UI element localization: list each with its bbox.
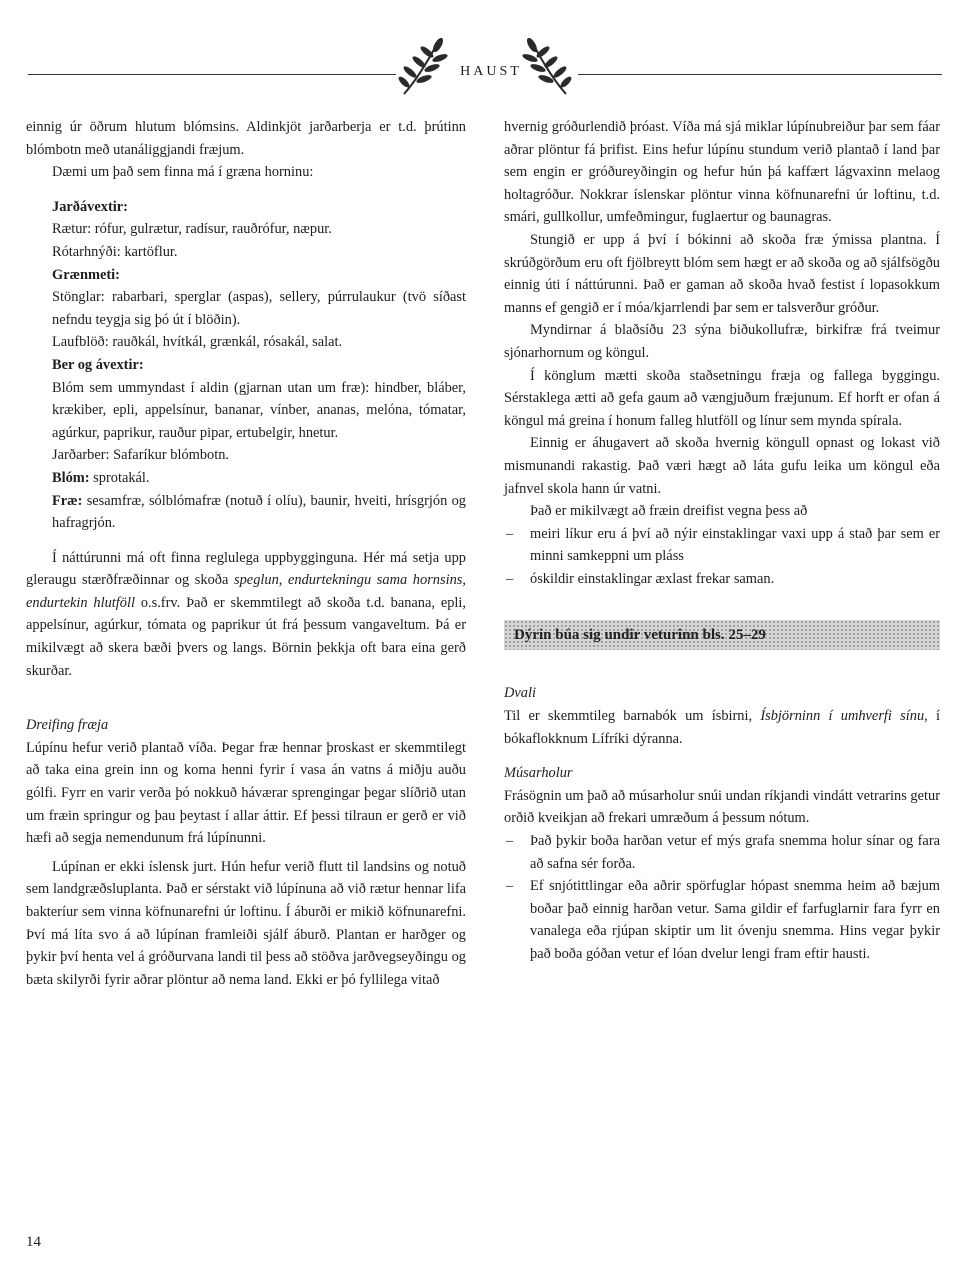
text-run: Til er skemmtileg barnabók um ísbirni, xyxy=(504,708,761,725)
chapter-banner: Dýrin búa sig undir veturinn bls. 25–29 xyxy=(504,620,940,650)
text-run: , í bókaflokknum Lífríki dýranna. xyxy=(504,708,940,747)
paragraph xyxy=(26,218,466,241)
paragraph xyxy=(504,785,940,830)
text-run: Jarðávextir: xyxy=(52,198,128,215)
paragraph xyxy=(504,229,940,319)
text-run: Grænmeti: xyxy=(52,266,120,283)
paragraph xyxy=(26,547,466,683)
text-run: Í náttúrunni má oft finna reglulega uppbygginguna. Hér má setja upp gleraugu stærðfræðinnar og skoða xyxy=(26,549,466,589)
right-column-bottom xyxy=(504,682,940,965)
text-run: Dæmi um það sem finna má í græna horninu: xyxy=(52,164,314,181)
text-run: Fræ: xyxy=(52,492,83,509)
paragraph xyxy=(26,467,466,490)
text-run: einnig úr öðrum hlutum blómsins. Aldinkjöt jarðarberja er t.d. þrútinn blómbotn með utanáliggjandi fræjum. xyxy=(26,119,466,158)
paragraph xyxy=(504,319,940,364)
paragraph xyxy=(26,161,466,184)
paragraph xyxy=(26,264,466,287)
paragraph xyxy=(504,875,940,965)
text-run: Einnig er áhugavert að skoða hvernig köngull opnast og lokast við mismunandi rakastig. Það væri hægt að láta gufu leika um köngul eða jafnvel skola hann úr vatni. xyxy=(504,435,940,497)
text-run: Stönglar: rabarbari, sperglar (aspas), sellery, púrrulaukur (tvö síðast nefndu teygja sig þó út í blöðin). xyxy=(52,289,466,328)
text-run: Í könglum mætti skoða staðsetningu fræja og fallega byggingu. Sérstaklega ætti að gefa gaum að vængjuðum fræjunum. Ef horft er ofan á köngul má greina í honum falleg hlutföll og línur sem mynda spírala. xyxy=(504,367,940,429)
text-run: speglun, endurtekningu sama hornsins, endurtekin hlutföll xyxy=(26,572,466,611)
rowan-leaf-icon xyxy=(520,36,576,98)
text-run: óskildir einstaklingar æxlast frekar saman. xyxy=(530,570,775,587)
paragraph xyxy=(26,354,466,377)
paragraph xyxy=(26,241,466,264)
text-run: meiri líkur eru á því að nýir einstaklingar vaxi upp á stað þar sem er minni samkeppni um pláss xyxy=(530,525,940,565)
text-run: sesamfræ, sólblómafræ (notuð í olíu), baunir, hveiti, hrísgrjón og hafragrjón. xyxy=(52,492,466,532)
paragraph xyxy=(26,116,466,161)
text-run: Blóm sem ummyndast í aldin (gjarnan utan um fræ): hindber, bláber, krækiber, epli, appelsínur, bananar, vínber, ananas, melóna, tómatar, agúrkur, paprikur, rauður pipar, ertubelgir, hnetur. xyxy=(52,379,466,441)
paragraph xyxy=(504,500,940,523)
text-run: Laufblöð: rauðkál, hvítkál, grænkál, rósakál, salat. xyxy=(52,334,343,351)
text-run: sprotakál. xyxy=(89,469,150,486)
paragraph xyxy=(26,377,466,445)
paragraph xyxy=(26,856,466,992)
text-run: Ber og ávextir: xyxy=(52,356,144,373)
text-run: o.s.frv. Það er skemmtilegt að skoða t.d. banana, epli, appelsínur, agúrkur, tómata og paprikur út frá þessum vangaveltum. Þá er mikilvægt að skera bæði þvers og langs. Börnin þekkja oft bara eina gerð skurðar. xyxy=(26,594,466,679)
page-number: 14 xyxy=(26,1234,41,1250)
paragraph xyxy=(26,286,466,331)
text-run: Myndirnar á blaðsíðu 23 sýna biðukollufræ, birkifræ frá tveimur sjónarhornum og köngul. xyxy=(504,322,940,361)
paragraph xyxy=(504,705,940,750)
text-run: Ísbjörninn í umhverfi sínu xyxy=(760,708,925,725)
right-column-top xyxy=(504,116,940,590)
paragraph xyxy=(26,737,466,850)
paragraph xyxy=(504,365,940,433)
paragraph xyxy=(26,331,466,354)
header-rule-right xyxy=(578,74,942,75)
text-run: Það þykir boða harðan vetur ef mýs grafa snemma holur sínar og fara að safna sér forða. xyxy=(530,833,940,872)
paragraph xyxy=(26,444,466,467)
text-run: Dvali xyxy=(504,685,536,702)
text-run: Það er mikilvægt að fræin dreifist vegna þess að xyxy=(530,503,808,520)
text-run: Dreifing fræja xyxy=(26,717,109,734)
paragraph xyxy=(504,523,940,568)
text-run: Stungið er upp á því í bókinni að skoða fræ ýmissa plantna. Í skrúðgörðum eru oft fjölbreytt blóm sem hægt er að skoða og að sjálfsögðu einnig úti í náttúrunni. Það er gaman að skoða hvað festist í lopasokkum manns ef gengið er í móa/kjarrlendi þar sem er talsverður gróður. xyxy=(504,231,940,316)
left-column xyxy=(26,116,466,991)
rowan-leaf-icon xyxy=(394,36,450,98)
paragraph xyxy=(504,432,940,500)
text-run: Rætur: rófur, gulrætur, radísur, rauðrófur, næpur. xyxy=(52,221,332,238)
header-rule-left xyxy=(28,74,396,75)
text-run: hvernig gróðurlendið þróast. Víða má sjá miklar lúpínubreiður þar sem fáar aðrar plöntur fá þrifist. Eins hefur lúpínu stundum verið plantað í land þar sem engin er gróðureyðingin og hefur hún þá kaffært lágvaxinn melaog holtagróður. Nokkrar íslenskar plöntur vinna köfnunarefni úr loftinu, t.d. smári, gullkollur, umfeðmingur, fuglaertur og baunagras. xyxy=(504,119,940,226)
paragraph xyxy=(504,682,940,705)
text-run: Ef snjótittlingar eða aðrir spörfuglar hópast snemma heim að bæjum boðar það einnig harðan vetur. Sama gildir ef farfuglarnir fara fyrr en vanalega eða rjúpan skiptir um lit óvenju snemma. Hins vegar þykir það boða góðan vetur ef lóan dvelur lengi fram eftir hausti. xyxy=(530,878,940,962)
right-column xyxy=(504,116,940,966)
text-run: Lúpínan er ekki íslensk jurt. Hún hefur verið flutt til landsins og notuð sem landgræðsluplanta. Það er sérstakt við lúpínuna að við rætur hennar lifa bakteríur sem vinna köfnunarefni úr loftinu. Í áburði er mikið köfnunarefni. Því má líta svo á að lúpínan framleiði sjálf áburð. Plantan er harðger og þykir því henta vel á gróðurvana landi til þess að stöðva jarðvegseyðingu og bæta skilyrði fyrir aðrar plöntur að nema land. Ekki er þó fyllilega vitað xyxy=(26,858,466,988)
text-run: Rótarhnýði: kartöflur. xyxy=(52,243,178,260)
text-run: Blóm: xyxy=(52,469,90,486)
text-run: Músarholur xyxy=(504,765,573,782)
paragraph xyxy=(504,568,940,591)
text-run: Lúpínu hefur verið plantað víða. Þegar fræ hennar þroskast er skemmtilegt að taka eina grein inn og koma henni fyrir í vasa án vatns á miðju auðu gólfi. Fyrr en varir verða þó nokkuð háværar sprengingar þegar slíðrið utan um fræin springur og þau þeytast í allar áttir. Ef þessi tilraun er gerð er við hæfi að segja nemendunum frá lúpínunni. xyxy=(26,739,466,847)
text-run: Jarðarber: Safaríkur blómbotn. xyxy=(52,447,230,464)
text-run: Frásögnin um það að músarholur snúi undan ríkjandi vindátt vetrarins getur orðið kveikjan að frekari umræðum á þessum nótum. xyxy=(504,787,940,827)
paragraph xyxy=(26,714,466,737)
paragraph xyxy=(504,830,940,875)
paragraph xyxy=(504,116,940,229)
paragraph xyxy=(26,196,466,219)
paragraph xyxy=(26,490,466,535)
section-title: HAUST xyxy=(460,64,522,79)
paragraph xyxy=(504,762,940,785)
